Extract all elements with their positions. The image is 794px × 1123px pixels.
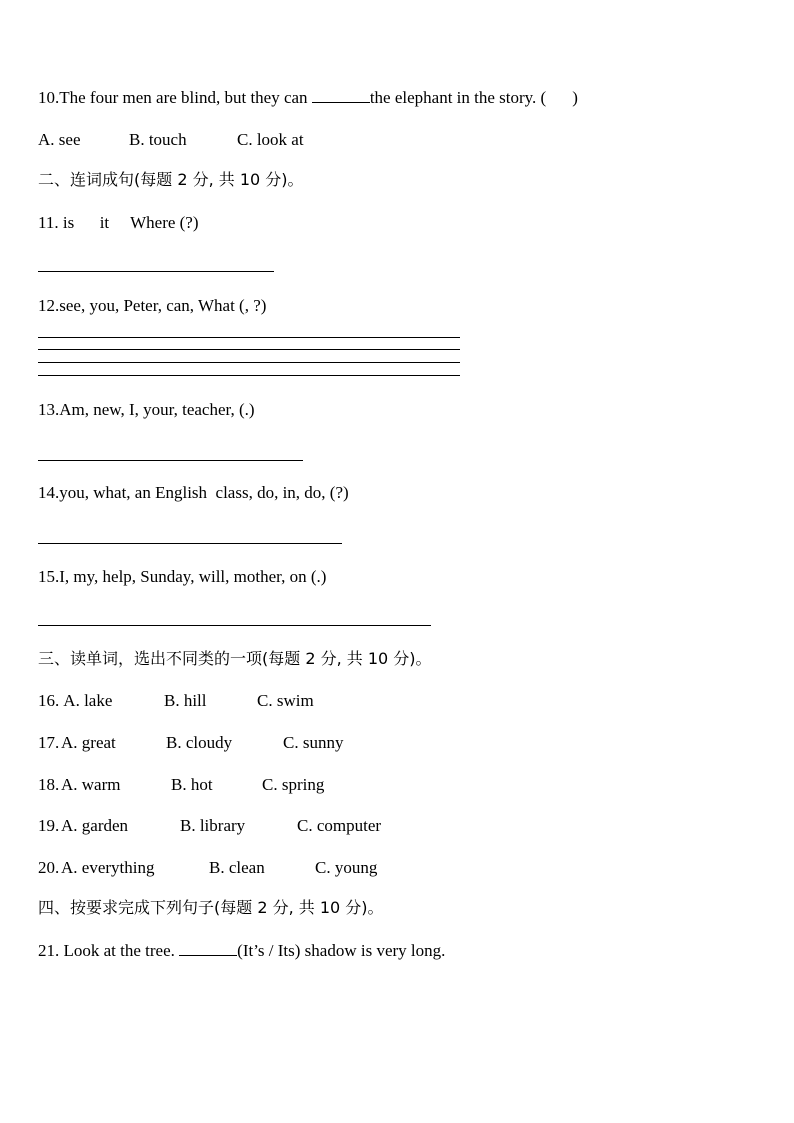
- question-19-number: 19.: [38, 816, 60, 835]
- answer-line[interactable]: [38, 349, 460, 350]
- word-list: Am, new, I, your, teacher, (.): [59, 400, 255, 419]
- question-number: 15.: [38, 567, 60, 586]
- question-number: 11.: [38, 213, 59, 232]
- question-12: [38, 296, 266, 316]
- option-c[interactable]: C. spring: [262, 775, 325, 794]
- option-a[interactable]: A. warm: [61, 775, 121, 794]
- option-b[interactable]: B. hill: [164, 691, 207, 710]
- question-number: 13.: [38, 400, 60, 419]
- answer-line[interactable]: [38, 337, 460, 338]
- option-c[interactable]: C. sunny: [283, 733, 344, 752]
- section-heading: 三、读单词，选出不同类的一项(每题 2 分, 共 10 分)。: [38, 649, 432, 668]
- question-20-number: 20.: [38, 858, 60, 877]
- question-14: [38, 483, 349, 503]
- option-c[interactable]: C. young: [315, 858, 378, 877]
- answer-blank[interactable]: [179, 941, 237, 956]
- question-10: [38, 88, 578, 108]
- section-heading: 二、连词成句(每题 2 分, 共 10 分)。: [38, 170, 304, 189]
- question-text: Look at the tree.: [59, 941, 180, 960]
- answer-line[interactable]: [38, 460, 303, 461]
- question-number: 21.: [38, 941, 60, 960]
- question-text: the elephant in the story. (: [369, 88, 547, 107]
- answer-line[interactable]: [38, 625, 431, 626]
- paren-close: ): [572, 88, 578, 107]
- answer-line[interactable]: [38, 375, 460, 376]
- question-15: [38, 567, 326, 587]
- question-number: 10.: [38, 88, 60, 107]
- word-list: is it Where (?): [58, 213, 199, 232]
- option-b[interactable]: B. library: [180, 816, 246, 835]
- question-16-number: 16.: [38, 691, 60, 710]
- question-11: [38, 213, 199, 233]
- word-list: you, what, an English class, do, in, do, (?): [59, 483, 349, 502]
- option-a[interactable]: A. lake: [60, 691, 113, 710]
- answer-line[interactable]: [38, 543, 342, 544]
- option-b[interactable]: B. clean: [209, 858, 265, 877]
- section-heading: 四、按要求完成下列句子(每题 2 分, 共 10 分)。: [38, 898, 384, 917]
- option-a[interactable]: A. everything: [61, 858, 155, 877]
- answer-line[interactable]: [38, 362, 460, 363]
- option-a[interactable]: A. see: [38, 130, 81, 149]
- option-c[interactable]: C. computer: [297, 816, 382, 835]
- question-number: 12.: [38, 296, 60, 315]
- option-b[interactable]: B. touch: [129, 130, 187, 149]
- word-list: I, my, help, Sunday, will, mother, on (.): [59, 567, 327, 586]
- option-b[interactable]: B. cloudy: [166, 733, 233, 752]
- word-list: see, you, Peter, can, What (, ?): [59, 296, 267, 315]
- answer-line[interactable]: [38, 271, 274, 272]
- question-number: 14.: [38, 483, 60, 502]
- option-c[interactable]: C. look at: [237, 130, 304, 149]
- question-text: (It’s / Its) shadow is very long.: [237, 941, 446, 960]
- question-text: The four men are blind, but they can: [59, 88, 312, 107]
- question-18-number: 18.: [38, 775, 60, 794]
- answer-blank[interactable]: [312, 88, 370, 103]
- option-c[interactable]: C. swim: [257, 691, 314, 710]
- option-a[interactable]: A. garden: [61, 816, 129, 835]
- question-13: [38, 400, 255, 420]
- question-21: [38, 941, 445, 961]
- question-17-number: 17.: [38, 733, 60, 752]
- option-b[interactable]: B. hot: [171, 775, 213, 794]
- option-a[interactable]: A. great: [61, 733, 116, 752]
